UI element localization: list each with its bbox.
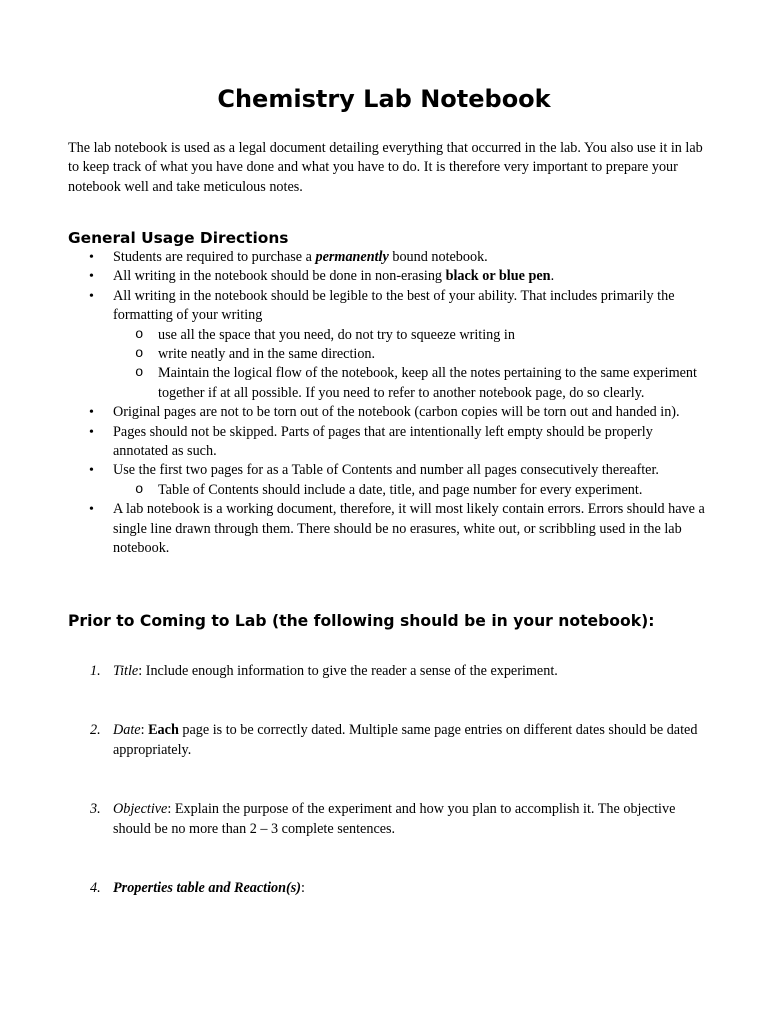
emphasis-text: black or blue pen (445, 268, 551, 285)
list-item-text: . (550, 268, 555, 285)
item-label: Properties table and Reaction(s) (113, 880, 301, 897)
section-heading-general-usage: General Usage Directions (68, 229, 289, 247)
intro-paragraph: The lab notebook is used as a legal document detailing everything that occurred in the lab. You also use it in lab to keep track of what you have done and what you have to do. It is therefore very important to prepare your notebook well and take meticulous notes. (68, 140, 703, 195)
item-text: Include enough information to give the reader a sense of the experiment. (142, 663, 558, 679)
item-text: page is to be correctly dated. Multiple same page entries on different dates should be dated appropriately. (113, 722, 698, 758)
list-item-text: Use the first two pages for as a Table of Contents and number all pages consecutively thereafter. (113, 462, 659, 479)
sub-list (158, 481, 705, 500)
item-text: Explain the purpose of the experiment and how you plan to accomplish it. The objective should be no more than 2 – 3 complete sentences. (113, 801, 676, 837)
item-number: 2. (90, 722, 101, 739)
item-number: 4. (90, 880, 101, 897)
list-item: • Original pages are not to be torn out of the notebook (carbon copies will be torn out and handed in). (113, 403, 705, 422)
section-heading-prior-to-lab: Prior to Coming to Lab (the following should be in your notebook): (68, 612, 655, 630)
item-number: 3. (90, 801, 101, 818)
list-item-text: Students are required to purchase a (113, 249, 316, 265)
sub-list-item: o write neatly and in the same direction. (158, 345, 705, 364)
item-number: 1. (90, 663, 101, 679)
prior-to-lab-list (90, 662, 705, 898)
list-item-text: All writing in the notebook should be legible to the best of your ability. That includes primarily the formatting of your writing (113, 287, 675, 324)
list-item-text: bound notebook. (388, 249, 488, 265)
numbered-item-objective (90, 800, 705, 839)
item-label: Objective (113, 801, 168, 818)
emphasis-text: Each (144, 722, 179, 739)
list-item (113, 248, 705, 267)
list-item (113, 461, 705, 500)
item-separator: : (138, 663, 143, 679)
numbered-item-title (90, 662, 705, 681)
numbered-item-date (90, 721, 705, 760)
item-label: Title (113, 663, 139, 679)
emphasis-text: permanently (315, 249, 389, 265)
item-separator: : (140, 722, 145, 739)
sub-list-item: o Maintain the logical flow of the notebook, keep all the notes pertaining to the same experiment together if at all possible. If you need to refer to another notebook page, do so clearly. (158, 364, 705, 403)
list-item (113, 287, 705, 403)
list-item-text: All writing in the notebook should be done in non-erasing (113, 268, 446, 285)
item-label: Date (113, 722, 141, 739)
sub-list-item: o use all the space that you need, do not try to squeeze writing in (158, 326, 705, 345)
list-item: • Pages should not be skipped. Parts of pages that are intentionally left empty should be properly annotated as such. (113, 423, 705, 462)
numbered-item-properties (90, 879, 705, 898)
item-separator: : (300, 880, 305, 897)
list-item (113, 267, 705, 286)
document-title: Chemistry Lab Notebook (217, 85, 551, 113)
item-separator: : (167, 801, 172, 818)
sub-list (158, 326, 705, 404)
sub-list-item: o Table of Contents should include a date, title, and page number for every experiment. (158, 481, 705, 500)
list-item: • A lab notebook is a working document, therefore, it will most likely contain errors. Errors should have a single line drawn through them. There should be no erasures, white out, or scribbling used in the lab notebook. (113, 500, 705, 558)
general-usage-list (113, 248, 705, 559)
